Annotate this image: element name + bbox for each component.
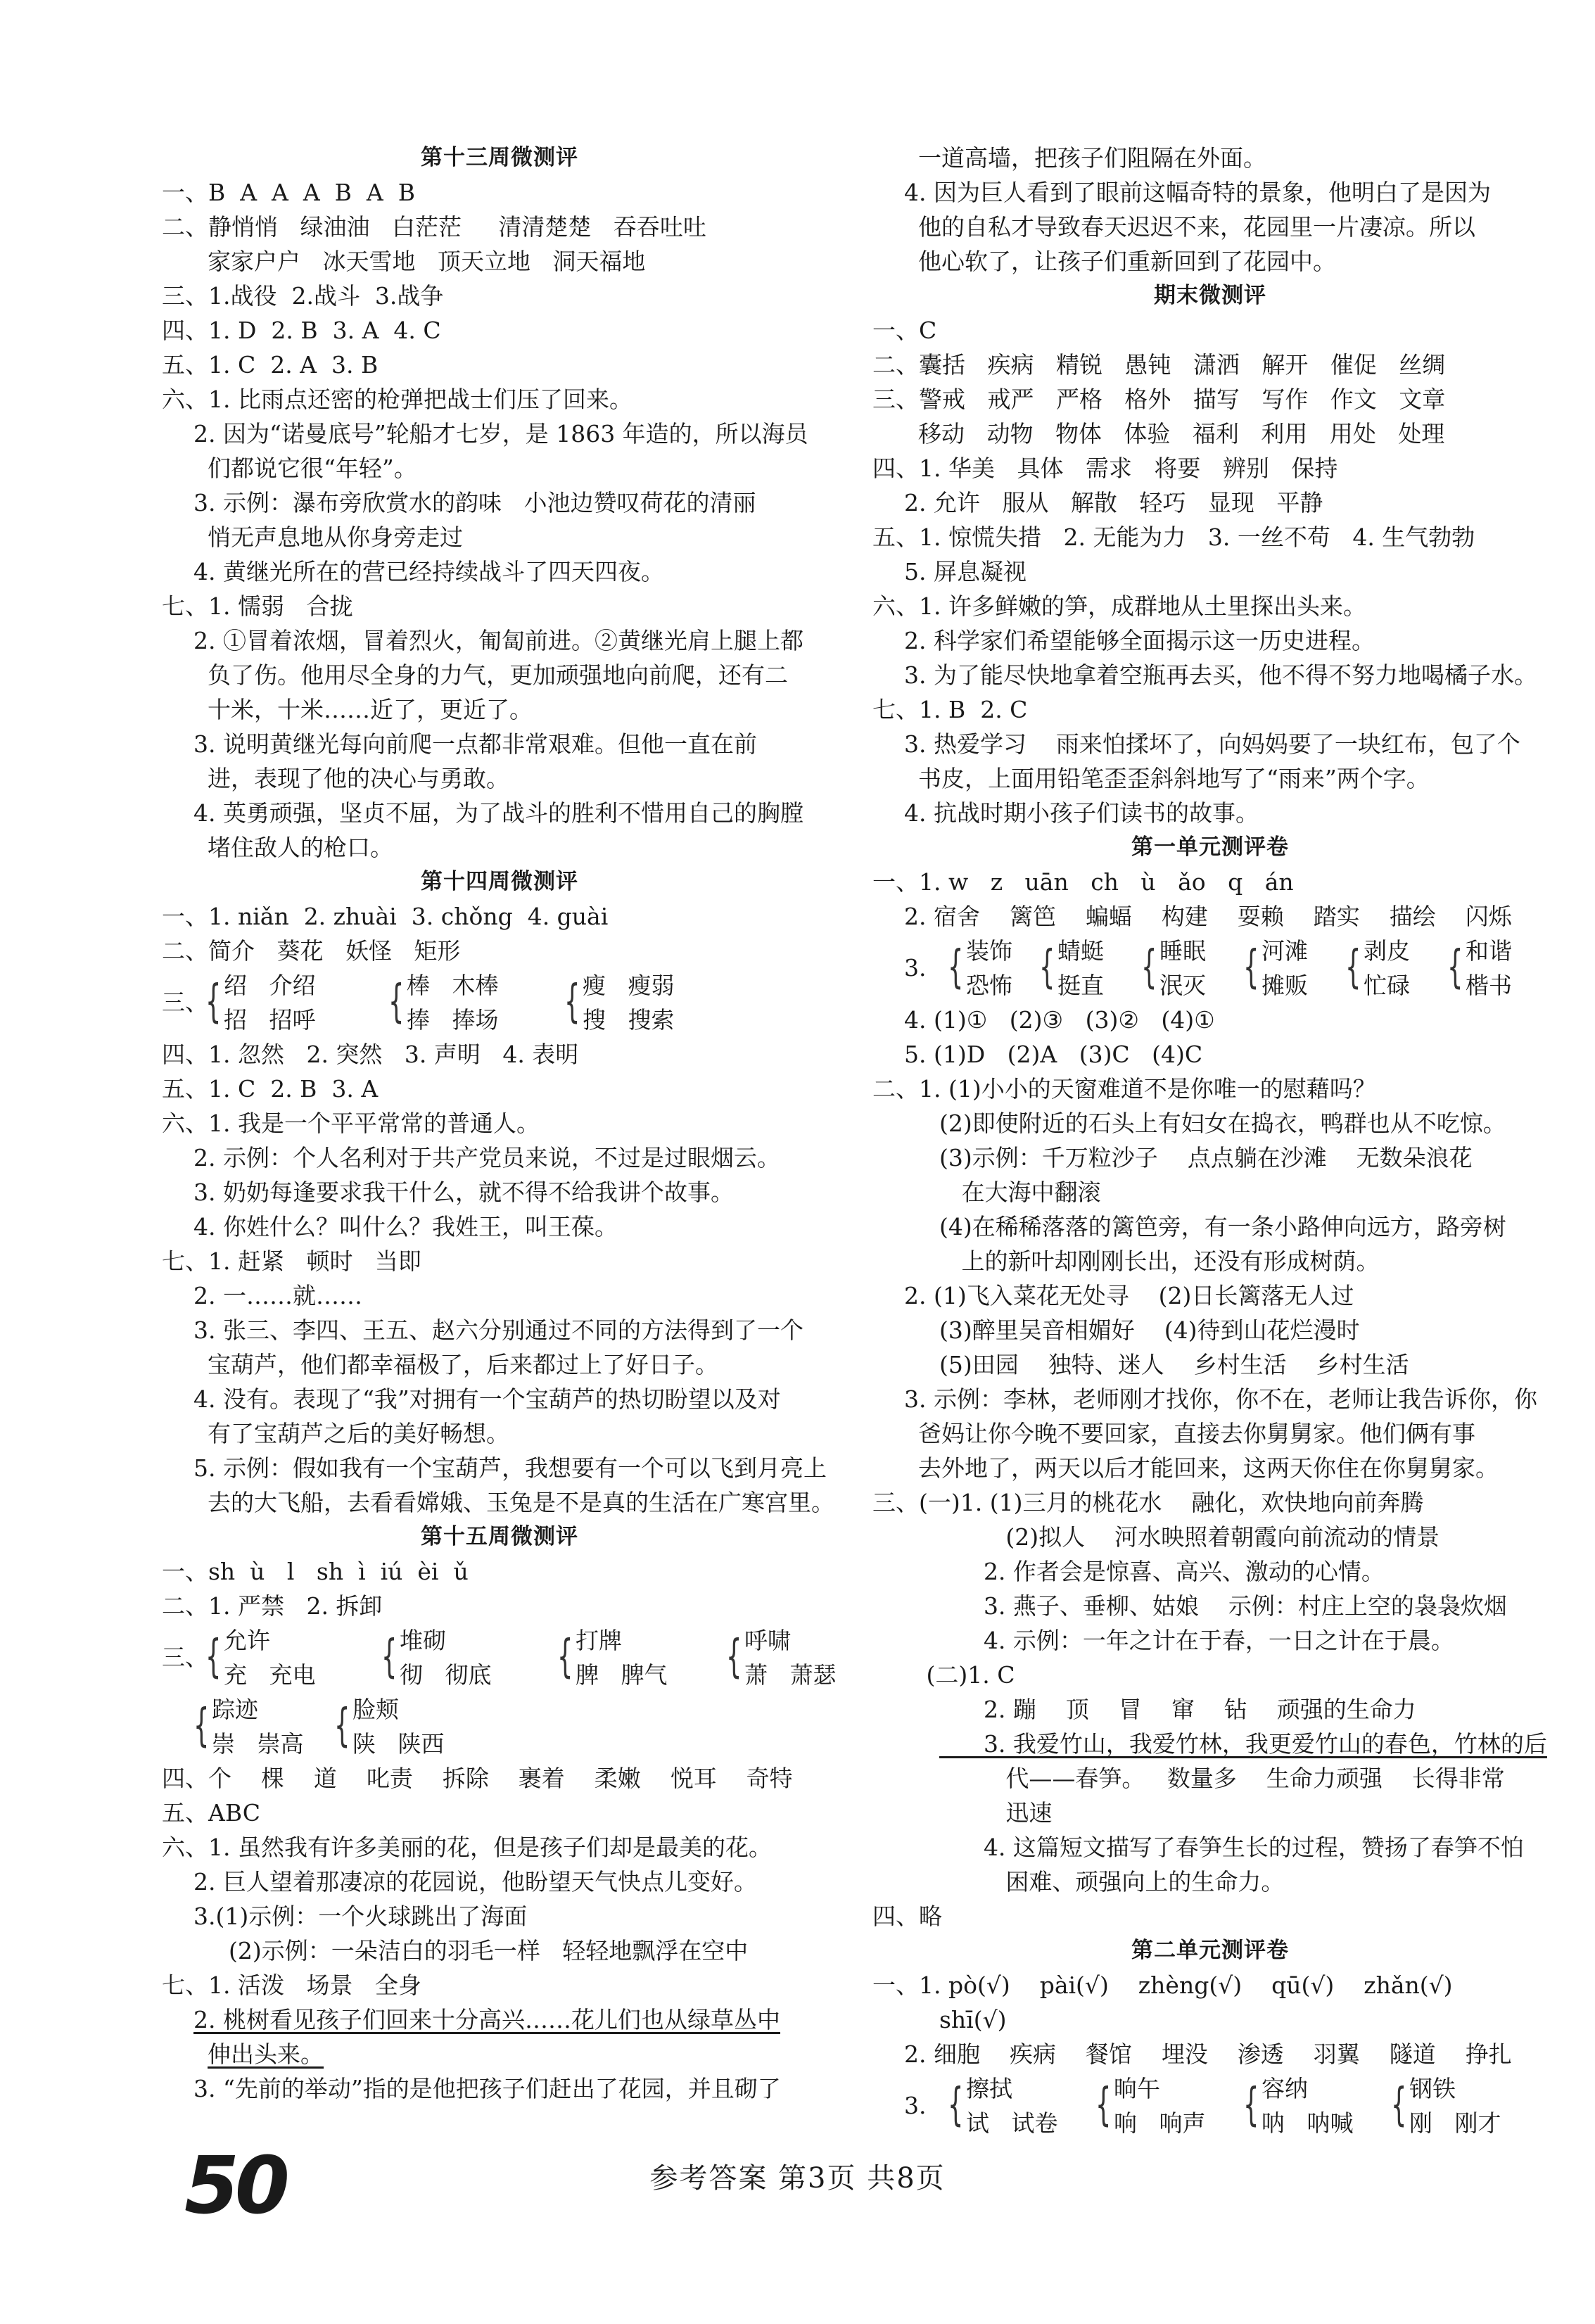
answer-line [162,210,837,244]
answer-text: (4)在稀稀落落的篱笆旁，有一条小路伸向远方，路旁树 [939,1213,1506,1240]
answer-line [872,1313,1548,1347]
answer-line [162,899,837,934]
answer-text: 四、略 [872,1903,942,1930]
answer-text: 一道高墙，把孩子们阻隔在外面。 [918,144,1266,172]
answer-text: 2. 蹦 顶 冒 窜 钻 顽强的生命力 [939,1696,1416,1723]
answer-line [872,348,1548,382]
answer-text: 四、1. 忽然 2. 突然 3. 声明 4. 表明 [162,1041,579,1068]
answer-line [162,1072,837,1106]
answer-text: 2. 作者会是惊喜、高兴、激动的心情。 [939,1558,1385,1585]
answer-line [162,658,837,692]
answer-text: 第一单元测评卷 [1131,834,1289,860]
answer-line [872,1209,1548,1244]
answer-line [872,1761,1548,1796]
brace-bottom: 崇 崇高 [212,1730,304,1758]
answer-line [162,830,837,865]
answer-line [872,1727,1548,1761]
brace-icon: { [557,1631,573,1683]
answer-line [872,1175,1548,1209]
answer-text: (5)田园 独特、迷人 乡村生活 乡村生活 [939,1351,1409,1378]
answer-text: 一、1. niǎn 2. zhuài 3. chǒng 4. guài [162,903,609,930]
answer-line [162,313,837,348]
answer-line [872,485,1548,520]
answer-line [872,1485,1548,1520]
answer-text: 进，表现了他的决心与勇敢。 [208,765,509,792]
answer-line [872,210,1548,244]
answer-line [872,1037,1548,1072]
answer-text: 3. 我爱竹山，我爱竹林，我更爱竹山的春色，竹林的后 [939,1730,1547,1758]
brace-bottom: 呐 呐喊 [1262,2109,1354,2137]
brace-bottom: 陕 陕西 [352,1730,445,1758]
answer-line [872,1623,1548,1658]
answer-line [162,1416,837,1451]
answer-text: 去外地了，两天以后才能回来，这两天你住在你舅舅家。 [918,1454,1499,1482]
answer-text: 第十五周微测评 [421,1524,578,1549]
answer-text: 4. 因为巨人看到了眼前这幅奇特的景象，他明白了是因为 [904,179,1491,206]
brace-top: 擦拭 [966,2075,1012,2102]
answer-text: 4. 黄继光所在的营已经持续战斗了四天四夜。 [193,558,664,585]
brace-icon: { [1243,941,1259,993]
answer-line [162,485,837,520]
answer-text: 宝葫芦，他们都幸福极了，后来都过上了好日子。 [208,1351,718,1378]
answer-text: 五、ABC [162,1799,260,1827]
answer-line [872,899,1548,934]
answer-line [162,727,837,761]
answer-text: 2. 科学家们希望能够全面揭示这一历史进程。 [904,627,1375,654]
brace-icon: { [205,976,222,1028]
answer-line [872,1278,1548,1313]
brace-group [162,1623,837,1692]
brace-bottom: 捧 捧场 [407,1006,499,1034]
answer-text: 3. 张三、李四、王五、赵六分别通过不同的方法得到了一个 [193,1316,803,1344]
answer-text: 4. 没有。表现了“我”对拥有一个宝葫芦的热切盼望以及对 [193,1385,781,1413]
brace-bottom: 脾 脾气 [576,1661,668,1689]
answer-line [872,727,1548,761]
answer-line [872,1244,1548,1278]
brace-icon: { [1243,2079,1259,2131]
answer-text: 们都说它很“年轻”。 [208,455,417,482]
right-column [872,141,1548,2140]
answer-text: 3. 示例：李林，老师刚才找你，你不在，老师让我告诉你，你 [904,1385,1537,1413]
brace-bottom: 恐怖 [966,972,1012,999]
brace-icon: { [1141,941,1157,993]
brace-icon: { [948,2079,964,2131]
answer-line [872,1520,1548,1554]
item-number: 3. [904,954,927,982]
brace-icon: { [193,1700,210,1752]
brace-top: 装饰 [966,937,1012,965]
answer-text: 四、1. 华美 具体 需求 将要 辨别 保持 [872,455,1338,482]
answer-text: 一、1. pò(√) pài(√) zhèng(√) qū(√) zhǎn(√) [872,1971,1453,1999]
answer-text: 家家户户 冰天雪地 顶天立地 洞天福地 [208,248,646,275]
brace-top: 打牌 [576,1627,622,1654]
answer-line [872,1554,1548,1589]
answer-line [872,761,1548,796]
answer-text: 4. 这篇短文描写了春笋生长的过程，赞扬了春笋不怕 [939,1834,1524,1861]
answer-text: 4. 示例：一年之计在于春，一日之计在于晨。 [939,1627,1454,1654]
answer-line [162,244,837,279]
answer-line [872,1347,1548,1382]
answer-text: (3)示例：千万粒沙子 点点躺在沙滩 无数朵浪花 [939,1144,1473,1171]
brace-icon: { [564,976,580,1028]
answer-text: 4. (1)① (2)③ (3)② (4)① [904,1006,1215,1034]
answer-text: 四、个 棵 道 叱责 拆除 裹着 柔嫩 悦耳 奇特 [162,1765,793,1792]
answer-line [162,1865,837,1899]
brace-top: 呼啸 [744,1627,791,1654]
answer-line [162,1106,837,1141]
answer-text: 第十三周微测评 [421,145,578,170]
answer-text: 七、1. 赶紧 顿时 当即 [162,1247,421,1275]
brace-bottom: 摊贩 [1262,972,1308,999]
answer-line [162,417,837,451]
answer-line [162,1968,837,2002]
answer-line [872,1003,1548,1037]
answer-text: 三、(一)1. (1)三月的桃花水 融化，欢快地向前奔腾 [872,1489,1424,1516]
answer-line [162,1313,837,1347]
answer-line [162,1761,837,1796]
brace-top: 钢铁 [1409,2075,1456,2102]
brace-bottom: 萧 萧瑟 [744,1661,837,1689]
answer-text: 悄无声息地从你身旁走过 [208,523,463,551]
answer-text: 2. 宿舍 篱笆 蝙蝠 构建 耍赖 踏实 描绘 闪烁 [904,903,1512,930]
brace-bottom: 响 响声 [1114,2109,1206,2137]
section-title [872,1934,1548,1968]
answer-line [872,1968,1548,2002]
left-column [162,141,837,2106]
answer-text: 十米，十米……近了，更近了。 [208,696,533,723]
brace-bottom: 楷书 [1466,972,1512,999]
answer-line [162,623,837,658]
brace-bottom: 忙碌 [1364,972,1410,999]
answer-line [162,1175,837,1209]
answer-line [162,382,837,417]
answer-line [872,658,1548,692]
answer-text: 六、1. 许多鲜嫩的笋，成群地从土里探出头来。 [872,592,1366,620]
answer-line [162,2037,837,2071]
answer-text: 上的新叶却刚刚长出，还没有形成树荫。 [939,1247,1380,1275]
answer-text: 期末微测评 [1154,283,1266,308]
answer-text: 他心软了，让孩子们重新回到了花园中。 [918,248,1336,275]
answer-text: 4. 抗战时期小孩子们读书的故事。 [904,799,1259,827]
footer-text: 参考答案 第3页 共8页 [649,2162,946,2195]
answer-text: 三、1.战役 2.战斗 3.战争 [162,282,444,310]
answer-line [872,417,1548,451]
answer-line [872,1796,1548,1830]
answer-line [872,623,1548,658]
answer-text: 2. 桃树看见孩子们回来十分高兴……花儿们也从绿草丛中 [193,2006,780,2033]
answer-line [162,279,837,313]
answer-text: 2. 巨人望着那凄凉的花园说，他盼望天气快点儿变好。 [193,1868,757,1896]
answer-line [872,1658,1548,1692]
answer-text: 一、C [872,317,937,344]
answer-text: 4. 你姓什么？叫什么？我姓王，叫王葆。 [193,1213,618,1240]
answer-line [872,865,1548,899]
answer-text: 5. 示例：假如我有一个宝葫芦，我想要有一个可以飞到月亮上 [193,1454,827,1482]
brace-icon: { [381,1631,398,1683]
answer-text: 2. 示例：个人名利对于共产党员来说，不过是过眼烟云。 [193,1144,780,1171]
answer-line [872,589,1548,623]
answer-text: 六、1. 比雨点还密的枪弹把战士们压了回来。 [162,386,633,413]
page-number: 50 [184,2140,286,2232]
answer-text: 一、B A A A B A B [162,179,415,206]
answer-line [162,1934,837,1968]
answer-line [872,1589,1548,1623]
answer-text: 七、1. 懦弱 合拢 [162,592,353,620]
brace-icon: { [205,1631,222,1683]
answer-text: 迅速 [939,1799,1053,1827]
brace-top: 瘦 瘦弱 [583,972,675,999]
answer-line [872,451,1548,485]
answer-line [162,1830,837,1865]
answer-line [872,1830,1548,1865]
answer-line [162,2071,837,2106]
answer-line [162,1451,837,1485]
item-number: 三、 [162,989,208,1016]
answer-line [872,554,1548,589]
answer-text: shī(√) [939,2006,1007,2033]
answer-line [872,2002,1548,2037]
answer-line [162,796,837,830]
brace-bottom: 挺直 [1057,972,1104,999]
brace-top: 晌午 [1114,2075,1160,2102]
answer-line [162,1141,837,1175]
answer-line [162,1209,837,1244]
answer-text: 去的大飞船，去看看嫦娥、玉兔是不是真的生活在广寒宫里。 [208,1489,834,1516]
answer-text: 3.(1)示例：一个火球跳出了海面 [193,1903,528,1930]
brace-top: 踪迹 [212,1696,258,1723]
answer-line [162,520,837,554]
answer-text: 负了伤。他用尽全身的力气，更加顽强地向前爬，还有二 [208,661,788,689]
brace-top: 蜻蜓 [1057,937,1104,965]
answer-text: 5. 屏息凝视 [904,558,1027,585]
section-title [162,865,837,899]
section-title [872,830,1548,865]
answer-text: 四、1. D 2. B 3. A 4. C [162,317,441,344]
answer-text: 4. 英勇顽强，坚贞不屈，为了战斗的胜利不惜用自己的胸膛 [193,799,803,827]
answer-text: 3. 热爱学习 雨来怕揉坏了，向妈妈要了一块红布，包了个 [904,730,1520,758]
answer-line [162,2002,837,2037]
item-number: 3. [904,2092,927,2119]
answer-line [872,2037,1548,2071]
answer-text: (2)示例：一朵洁白的羽毛一样 轻轻地飘浮在空中 [229,1937,749,1964]
brace-top: 剥皮 [1364,937,1410,965]
answer-line [162,1244,837,1278]
brace-top: 和谐 [1466,937,1512,965]
brace-icon: { [334,1700,350,1752]
answer-text: 二、静悄悄 绿油油 白茫茫 清清楚楚 吞吞吐吐 [162,213,706,241]
answer-text: 一、1. w z uān ch ù ǎo q án [872,868,1294,896]
answer-text: (2)即使附近的石头上有妇女在捣衣，鸭群也从不吃惊。 [939,1110,1506,1137]
answer-text: 在大海中翻滚 [939,1179,1101,1206]
answer-line [872,1899,1548,1934]
answer-text: 3. 示例：瀑布旁欣赏水的韵味 小池边赞叹荷花的清丽 [193,489,756,516]
item-number: 三、 [162,1644,208,1671]
brace-bottom: 泯灭 [1159,972,1206,999]
answer-text: 有了宝葫芦之后的美好畅想。 [208,1420,509,1447]
answer-line [162,1554,837,1589]
section-title [872,279,1548,313]
answer-text: 五、1. C 2. A 3. B [162,351,379,379]
answer-text: 六、1. 虽然我有许多美丽的花，但是孩子们却是最美的花。 [162,1834,772,1861]
answer-text: 3. “先前的举动”指的是他把孩子们赶出了花园，并且砌了 [193,2075,781,2102]
answer-text: 五、1. 惊慌失措 2. 无能为力 3. 一丝不苟 4. 生气勃勃 [872,523,1475,551]
answer-line [162,1347,837,1382]
answer-text: (3)醉里吴音相媚好 (4)待到山花烂漫时 [939,1316,1360,1344]
answer-line [162,1485,837,1520]
answer-text: 2. 因为“诺曼底号”轮船才七岁，是 1863 年造的，所以海员 [193,420,808,447]
answer-text: 3. 为了能尽快地拿着空瓶再去买，他不得不努力地喝橘子水。 [904,661,1537,689]
brace-top: 棒 木棒 [407,972,499,999]
answer-text: 2. 一……就…… [193,1282,362,1309]
brace-bottom: 招 招呼 [224,1006,316,1034]
brace-top: 河滩 [1262,937,1308,965]
answer-line [162,589,837,623]
answer-text: 5. (1)D (2)A (3)C (4)C [904,1041,1203,1068]
answer-text: 伸出头来。 [208,2040,324,2068]
brace-top: 绍 介绍 [224,972,316,999]
brace-icon: { [388,976,405,1028]
answer-text: 第二单元测评卷 [1131,1938,1289,1963]
answer-line [162,451,837,485]
answer-text: 2. ①冒着浓烟，冒着烈火，匍匐前进。②黄继光肩上腿上都 [193,627,803,654]
brace-icon: { [1345,941,1361,993]
section-title [162,141,837,175]
answer-text: 堵住敌人的枪口。 [208,834,393,861]
answer-text: (2)拟人 河水映照着朝霞向前流动的情景 [939,1523,1440,1551]
answer-line [162,692,837,727]
answer-line [872,1141,1548,1175]
answer-text: 第十四周微测评 [421,869,578,894]
answer-text: 三、警戒 戒严 严格 格外 描写 写作 作文 文章 [872,386,1446,413]
answer-line [162,1899,837,1934]
brace-top: 容纳 [1262,2075,1308,2102]
brace-icon: { [726,1631,742,1683]
brace-icon: { [1095,2079,1112,2131]
answer-line [162,348,837,382]
answer-text: 五、1. C 2. B 3. A [162,1075,379,1103]
answer-text: 爸妈让你今晚不要回家，直接去你舅舅家。他们俩有事 [918,1420,1475,1447]
answer-text: 二、1. 严禁 2. 拆卸 [162,1592,383,1620]
answer-line [872,1382,1548,1416]
brace-icon: { [1391,2079,1407,2131]
answer-line [872,1416,1548,1451]
answer-line [162,1589,837,1623]
answer-text: 他的自私才导致春天迟迟不来，花园里一片凄凉。所以 [918,213,1475,241]
answer-text: 3. 说明黄继光每向前爬一点都非常艰难。但他一直在前 [193,730,757,758]
answer-text: 七、1. 活泼 场景 全身 [162,1971,421,1999]
brace-bottom: 刚 刚才 [1409,2109,1501,2137]
answer-text: 2. 细胞 疾病 餐馆 埋没 渗透 羽翼 隧道 挣扎 [904,2040,1512,2068]
answer-text: 代——春笋。 数量多 生命力顽强 长得非常 [939,1765,1505,1792]
brace-top: 睡眠 [1159,937,1206,965]
answer-text: 3. 燕子、垂柳、姑娘 示例：村庄上空的袅袅炊烟 [939,1592,1507,1620]
answer-line [872,382,1548,417]
brace-group [872,934,1548,1003]
answer-line [162,554,837,589]
brace-top: 允许 [224,1627,270,1654]
answer-text: (二)1. C [904,1661,1015,1689]
answer-line [162,1382,837,1416]
brace-icon: { [1039,941,1055,993]
answer-text: 一、sh ù l sh ì iú èi ǔ [162,1558,469,1585]
brace-bottom: 充 充电 [224,1661,316,1689]
answer-line [872,1865,1548,1899]
brace-top: 堆砌 [400,1627,446,1654]
answer-text: 2. (1)飞入菜花无处寻 (2)日长篱落无人过 [904,1282,1354,1309]
answer-text: 六、1. 我是一个平平常常的普通人。 [162,1110,540,1137]
answer-text: 七、1. B 2. C [872,696,1028,723]
brace-group [162,968,837,1037]
answer-text: 移动 动物 物体 体验 福利 利用 用处 处理 [918,420,1445,447]
answer-line [872,1692,1548,1727]
answer-text: 2. 允许 服从 解散 轻巧 显现 平静 [904,489,1323,516]
answer-line [872,796,1548,830]
answer-line [872,313,1548,348]
answer-text: 困难、顽强向上的生命力。 [939,1868,1285,1896]
answer-line [872,1451,1548,1485]
answer-line [162,1278,837,1313]
answer-line [872,520,1548,554]
section-title [162,1520,837,1554]
answer-line [162,761,837,796]
brace-group [162,1692,837,1761]
answer-text: 二、简介 葵花 妖怪 矩形 [162,937,461,965]
brace-bottom: 彻 彻底 [400,1661,492,1689]
answer-line [872,692,1548,727]
brace-icon: { [948,941,964,993]
brace-bottom: 试 试卷 [966,2109,1058,2137]
answer-line [872,244,1548,279]
brace-group [872,2071,1548,2140]
answer-line [872,141,1548,175]
answer-line [162,1037,837,1072]
answer-line [162,1796,837,1830]
answer-line [872,1072,1548,1106]
brace-top: 脸颊 [352,1696,399,1723]
answer-line [162,934,837,968]
answer-line [872,175,1548,210]
answer-line [872,1106,1548,1141]
answer-text: 3. 奶奶每逢要求我干什么，就不得不给我讲个故事。 [193,1179,734,1206]
answer-line [162,175,837,210]
answer-text: 书皮，上面用铅笔歪歪斜斜地写了“雨来”两个字。 [918,765,1430,792]
answer-text: 二、囊括 疾病 精锐 愚钝 潇洒 解开 催促 丝绸 [872,351,1446,379]
brace-icon: { [1447,941,1463,993]
brace-bottom: 搜 搜索 [583,1006,675,1034]
answer-text: 二、1. (1)小小的天窗难道不是你唯一的慰藉吗？ [872,1075,1376,1103]
